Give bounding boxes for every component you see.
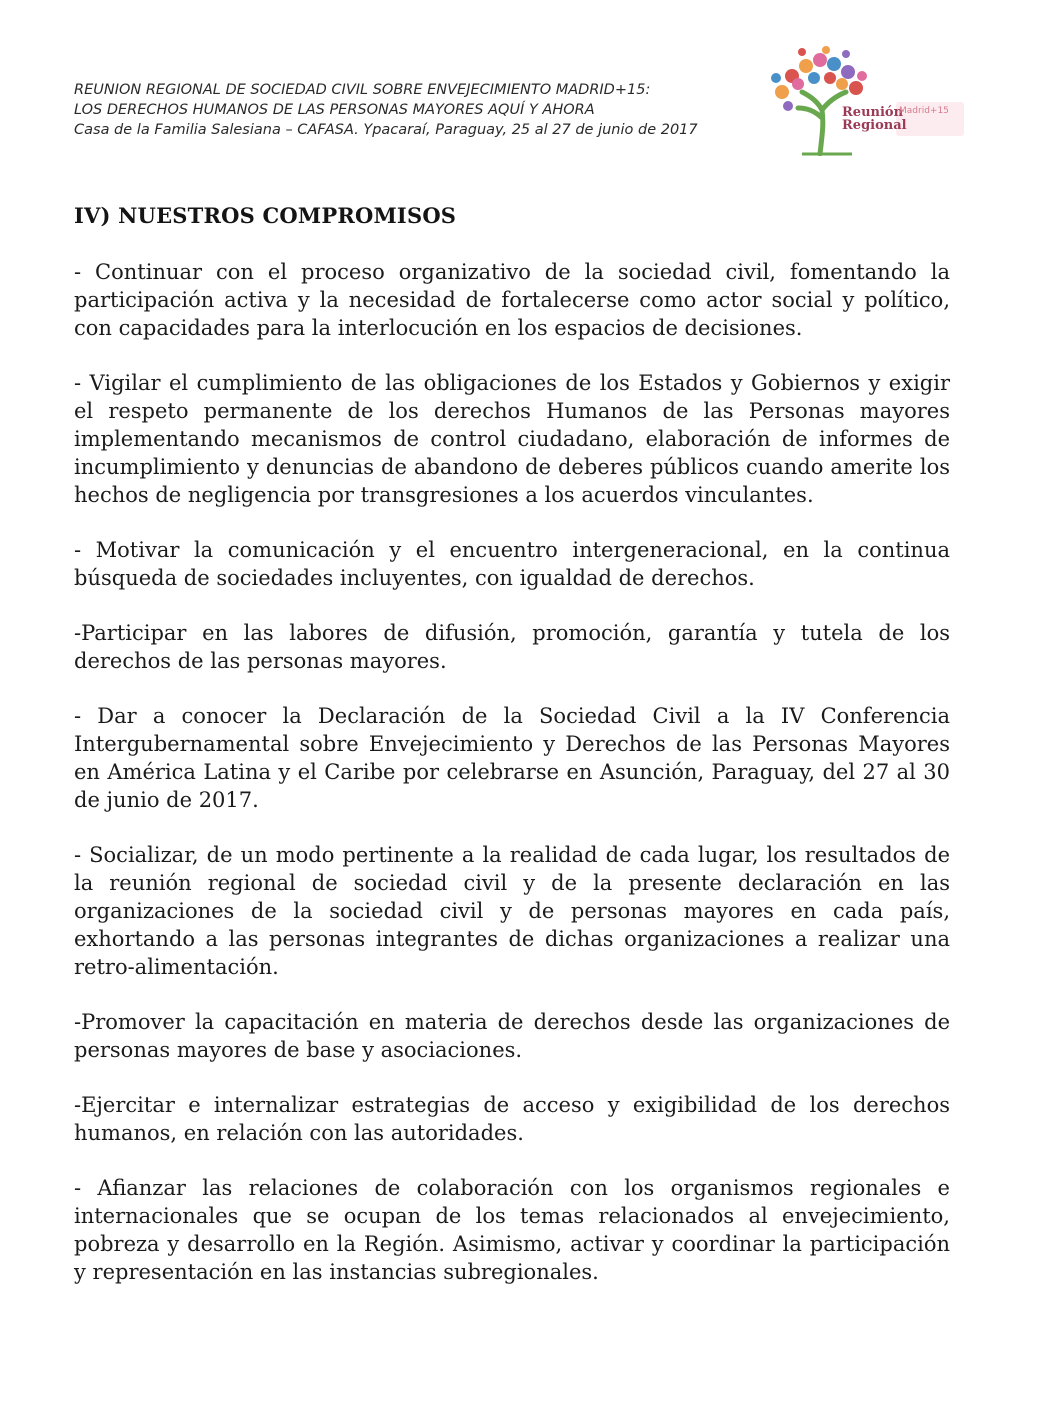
header-event-title: REUNION REGIONAL DE SOCIEDAD CIVIL SOBRE ENVEJECIMIENTO MADRID+15:: [74, 82, 651, 98]
event-logo: [762, 46, 967, 156]
header-event-subtitle: LOS DERECHOS HUMANOS DE LAS PERSONAS MAYORES AQUÍ Y AHORA: [74, 102, 595, 118]
logo-badge-madrid: Madrid+15: [899, 106, 949, 116]
commitment-paragraph: - Vigilar el cumplimiento de las obligaciones de los Estados y Gobiernos y exigir el respeto permanente de los derechos Humanos de las Personas mayores implementando mecanismos de control ciudadano, elaboración de informes de incumplimiento y denuncias de abandono de deberes públicos cuando amerite los hechos de negligencia por transgresiones a los acuerdos vinculantes.: [74, 371, 950, 507]
commitment-paragraph: -Ejercitar e internalizar estrategias de acceso y exigibilidad de los derechos humanos, en relación con las autoridades.: [74, 1093, 950, 1145]
tree-logo-icon: [762, 46, 967, 156]
logo-word-reunion: Reunión: [842, 105, 904, 120]
commitment-paragraph: - Dar a conocer la Declaración de la Sociedad Civil a la IV Conferencia Intergubernamental sobre Envejecimiento y Derechos de las Personas Mayores en América Latina y el Caribe por celebrarse en Asunción, Paraguay, del 27 al 30 de junio de 2017.: [74, 704, 950, 812]
commitment-paragraph: -Participar en las labores de difusión, promoción, garantía y tutela de los derechos de las personas mayores.: [74, 621, 950, 673]
commitment-paragraph: - Continuar con el proceso organizativo de la sociedad civil, fomentando la participación activa y la necesidad de fortalecerse como actor social y político, con capacidades para la interlocución en los espacios de decisiones.: [74, 260, 950, 340]
commitment-paragraph: -Promover la capacitación en materia de derechos desde las organizaciones de personas mayores de base y asociaciones.: [74, 1010, 950, 1062]
commitments-list: [74, 258, 950, 1313]
commitment-paragraph: - Socializar, de un modo pertinente a la realidad de cada lugar, los resultados de la reunión regional de sociedad civil y de la presente declaración en las organizaciones de la sociedad civil y de personas mayores en cada país, exhortando a las personas integrantes de dichas organizaciones a realizar una retro-alimentación.: [74, 843, 950, 979]
logo-word-regional: Regional: [842, 118, 907, 133]
commitment-paragraph: - Afianzar las relaciones de colaboración con los organismos regionales e internacionales que se ocupan de los temas relacionados al envejecimiento, pobreza y desarrollo en la Región. Asimismo, activar y coordinar la participación y representación en las instancias subregionales.: [74, 1176, 950, 1284]
document-header: [74, 80, 754, 140]
header-venue-date: Casa de la Familia Salesiana – CAFASA. Ypacaraí, Paraguay, 25 al 27 de junio de 2017: [74, 122, 698, 138]
section-title: IV) NUESTROS COMPROMISOS: [74, 203, 457, 228]
logo-wordmark: [842, 106, 907, 132]
commitment-paragraph: - Motivar la comunicación y el encuentro intergeneracional, en la continua búsqueda de sociedades incluyentes, con igualdad de derechos.: [74, 538, 950, 590]
